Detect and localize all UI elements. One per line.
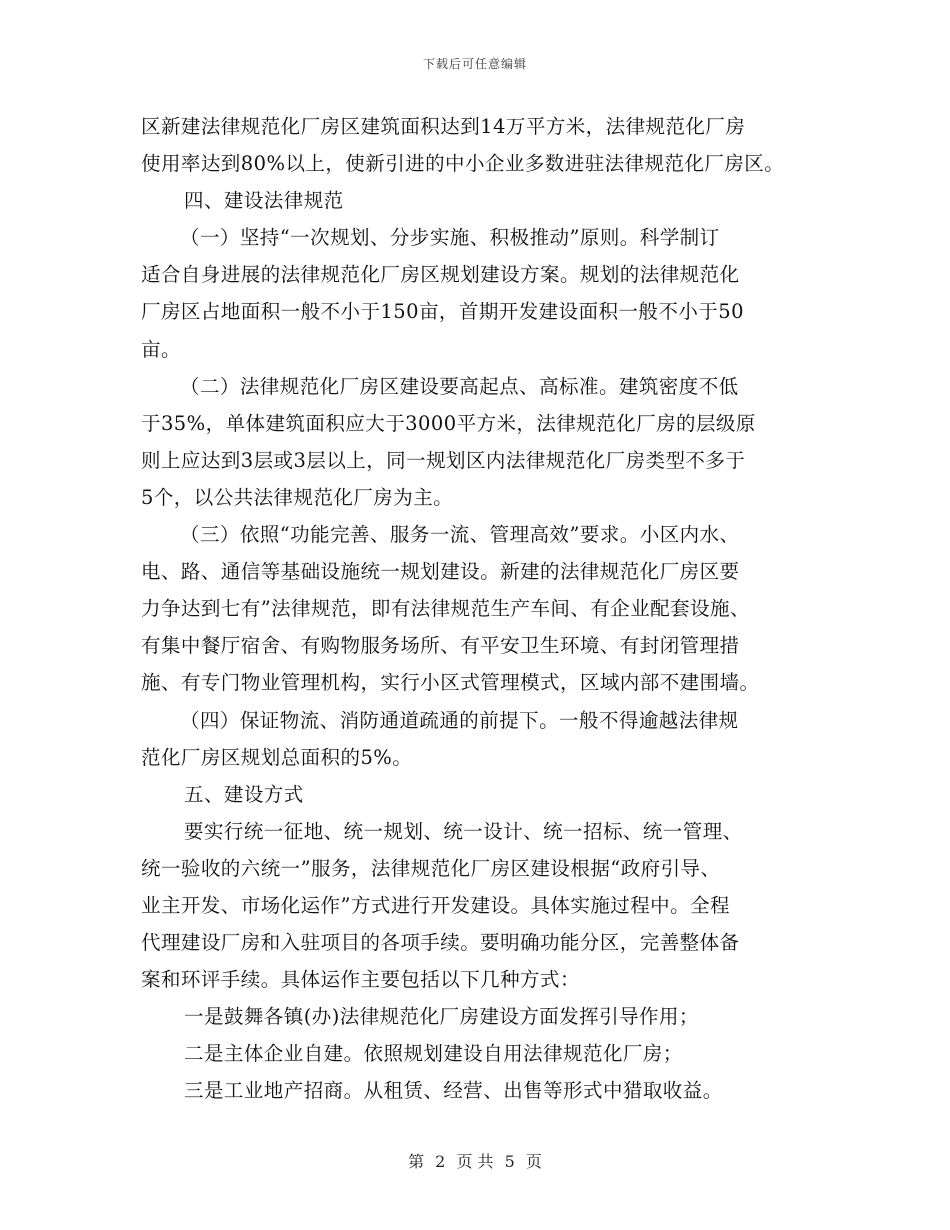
body-line: 亩。 <box>141 337 181 361</box>
page-total: 5 <box>504 1152 515 1171</box>
section-heading: 四、建设法律规范 <box>184 189 344 213</box>
page-middle: 页 共 <box>456 1152 494 1171</box>
page-footer <box>0 1149 950 1172</box>
page-header: 下载后可任意编辑 <box>422 57 527 71</box>
page-number: 2 <box>435 1152 446 1171</box>
section-heading: 五、建设方式 <box>184 782 304 806</box>
body-line: 厂房区占地面积一般不小于150亩，首期开发建设面积一般不小于50 <box>141 300 744 324</box>
list-item: 一是鼓舞各镇(办)法律规范化厂房建设方面发挥引导作用； <box>184 1005 699 1029</box>
body-line: 5个，以公共法律规范化厂房为主。 <box>141 485 454 509</box>
body-line: 力争达到七有”法律规范，即有法律规范生产车间、有企业配套设施、 <box>141 597 750 621</box>
body-line: 则上应达到3层或3层以上，同一规划区内法律规范化厂房类型不多于 <box>141 448 746 472</box>
list-item: 二是主体企业自建。依照规划建设自用法律规范化厂房； <box>184 1042 683 1066</box>
body-line: 施、有专门物业管理机构，实行小区式管理模式，区域内部不建围墙。 <box>141 671 760 695</box>
body-line: 区新建法律规范化厂房区建筑面积达到14万平方米，法律规范化厂房 <box>141 115 746 138</box>
paragraph-start: 要实行统一征地、统一规划、统一设计、统一招标、统一管理、 <box>184 819 743 843</box>
body-line: 电、路、通信等基础设施统一规划建设。新建的法律规范化厂房区要 <box>141 560 740 584</box>
body-line: 案和环评手续。具体运作主要包括以下几种方式： <box>141 968 580 992</box>
body-line: 使用率达到80%以上，使新引进的中小企业多数进驻法律规范化厂房区。 <box>141 152 785 176</box>
body-line: 有集中餐厅宿舍、有购物服务场所、有平安卫生环境、有封闭管理措 <box>141 634 740 658</box>
list-item: 三是工业地产招商。从租赁、经营、出售等形式中猎取收益。 <box>184 1079 723 1103</box>
page-prefix: 第 <box>408 1152 425 1171</box>
paragraph-start: （一）坚持“一次规划、分步实施、积极推动”原则。科学制订 <box>180 226 720 250</box>
paragraph-start: （三）依照“功能完善、服务一流、管理高效”要求。小区内水、 <box>180 523 740 547</box>
body-line: 适合自身进展的法律规范化厂房区规划建设方案。规划的法律规范化 <box>141 263 740 287</box>
body-line: 代理建设厂房和入驻项目的各项手续。要明确功能分区，完善整体备 <box>141 931 740 955</box>
body-line: 业主开发、市场化运作”方式进行开发建设。具体实施过程中。全程 <box>141 893 730 917</box>
paragraph-start: （二）法律规范化厂房区建设要高起点、高标准。建筑密度不低 <box>180 374 739 398</box>
body-line: 范化厂房区规划总面积的5%。 <box>141 745 413 769</box>
page-suffix: 页 <box>525 1152 542 1171</box>
body-line: 统一验收的六统一”服务，法律规范化厂房区建设根据“政府引导、 <box>141 856 721 880</box>
document-body <box>141 108 821 1110</box>
paragraph-start: （四）保证物流、消防通道疏通的前提下。一般不得逾越法律规 <box>180 708 739 732</box>
body-line: 于35%，单体建筑面积应大于3000平方米，法律规范化厂房的层级原 <box>141 411 756 435</box>
